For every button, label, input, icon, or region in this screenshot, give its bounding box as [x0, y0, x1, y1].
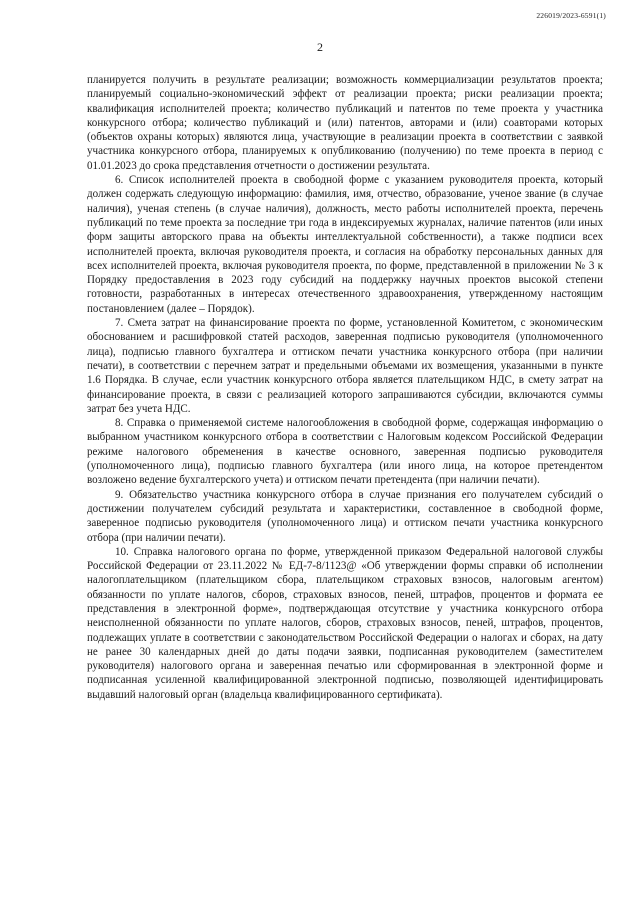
document-body	[87, 73, 603, 702]
paragraph-item-10: 10. Справка налогового органа по форме, утвержденной приказом Федеральной налоговой службы Российской Федерации от 23.11.2022 № ЕД-7-8/1123@ «Об утверждении формы справки об исполнении налогоплательщиком (плательщиком сбора, плательщиком страховых взносов, налоговым агентом) обязанности по уплате налогов, сборов, страховых взносов, пеней, штрафов, процентов и формата ее представления в электронной форме», подтверждающая отсутствие у участника конкурсного отбора неисполненной обязанности по уплате налогов, сборов, страховых взносов, пеней, штрафов, процентов, подлежащих уплате в соответствии с законодательством Российской Федерации о налогах и сборах, на дату не ранее 30 календарных дней до даты подачи заявки, подписанная руководителем (заместителем руководителя) налогового органа и заверенная печатью или сформированная в электронной форме и подписанная усиленной квалифицированной электронной подписью, позволяющей идентифицировать выдавший налоговый орган (владельца квалифицированного сертификата).	[87, 545, 603, 701]
paragraph-item-9: 9. Обязательство участника конкурсного отбора в случае признания его получателем субсидий о достижении получателем субсидий результата и характеристики, составленное в свободной форме, заверенное подписью руководителя (уполномоченного лица) и оттиском печати участника конкурсного отбора (при наличии печати).	[87, 488, 603, 544]
paragraph-item-7: 7. Смета затрат на финансирование проекта по форме, установленной Комитетом, с экономическим обоснованием и расшифровкой статей расходов, заверенная подписью руководителя (уполномоченного лица), подписью главного бухгалтера и оттиском печати участника конкурсного отбора (при наличии печати), в соответствии с перечнем затрат и предельными объемами их возмещения, указанными в пункте 1.6 Порядка. В случае, если участник конкурсного отбора является плательщиком НДС, в смету затрат на финансирование проекта, в связи с реализацией которого запрашиваются субсидии, включаются суммы затрат без учета НДС.	[87, 317, 603, 415]
paragraph-item-6: 6. Список исполнителей проекта в свободной форме с указанием руководителя проекта, который должен содержать следующую информацию: фамилия, имя, отчество, образование, ученое звание (в случае наличия), ученая степень (в случае наличия), должность, место работы исполнителей проекта, перечень публикаций по теме проекта за последние три года в индексируемых журналах, наличие патентов (или иных форм защиты авторского права на объекты интеллектуальной собственности), а также подписи всех исполнителей проекта, включая руководителя проекта, и согласия на обработку персональных данных для всех исполнителей проекта, включая руководителя проекта, по форме, представленной в приложении № 3 к Порядку предоставления в 2023 году субсидий на поддержку научных проектов высокой степени готовности, разработанных в интересах отечественного здравоохранения, утвержденному настоящим постановлением (далее – Порядок).	[87, 174, 603, 315]
paragraph-continuation: планируется получить в результате реализации; возможность коммерциализации результатов проекта; планируемый социально-экономический эффект от реализации проекта; риски реализации проекта; квалификация исполнителей проекта; количество публикаций и патентов по теме проекта у участника конкурсного отбора; количество публикаций и (или) патентов, авторами и (или) соавторами которых (объектов охраны которых) являются лица, участвующие в реализации проекта в соответствии с заявкой участника конкурсного отбора, планируемых к опубликованию (получению) по теме проекта в период с 01.01.2023 до срока представления отчетности о достижении результата.	[87, 74, 603, 172]
document-number: 226019/2023-6591(1)	[536, 11, 606, 20]
paragraph-item-8: 8. Справка о применяемой системе налогообложения в свободной форме, содержащая информацию о выбранном участником конкурсного отбора в соответствии с Налоговым кодексом Российской Федерации режиме налогового обременения в качестве основного, заверенная подписью руководителя (уполномоченного лица), подписью главного бухгалтера (или иного лица, на которое претендентом возложено ведение бухгалтерского учета) и оттиском печати претендента (при наличии печати).	[87, 417, 603, 487]
page-number: 2	[317, 40, 323, 54]
